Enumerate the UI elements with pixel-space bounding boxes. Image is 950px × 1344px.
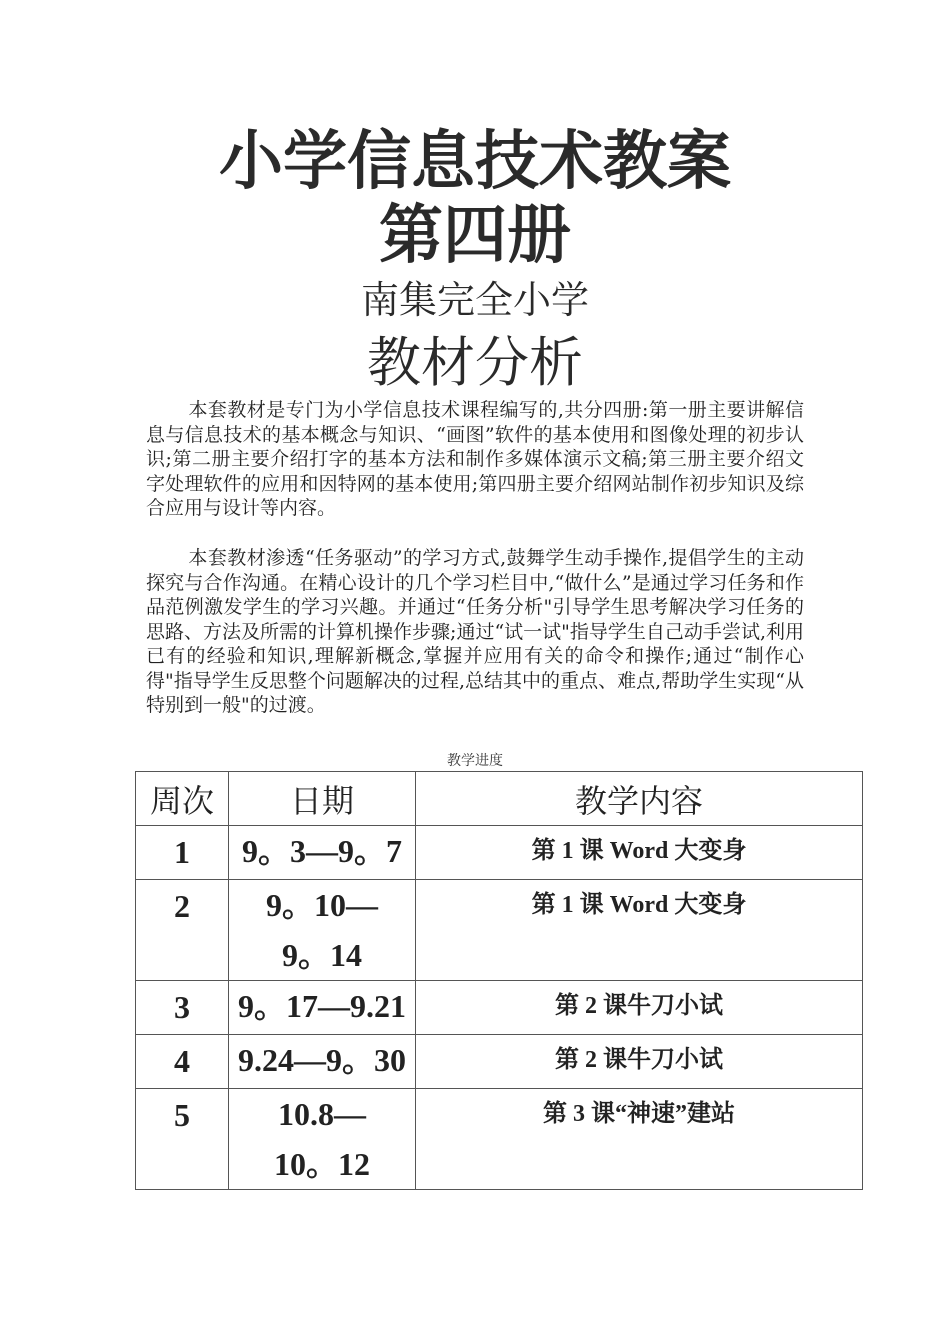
doc-volume: 第四册 [379,199,571,273]
table-row [136,981,863,1035]
content-cell: 第 2 课牛刀小试 [416,981,863,1035]
header-date: 日期 [229,772,416,826]
schedule-caption: 教学进度 [447,753,503,769]
content-cell: 第 3 课“神速”建站 [416,1089,863,1190]
week-cell: 3 [136,981,229,1035]
schedule-table [135,771,863,1190]
table-header-row [136,772,863,826]
analysis-paragraph-2-text: 本套教材渗透“任务驱动”的学习方式,鼓舞学生动手操作,提倡学生的主动探究与合作沟通。在精心设计的几个学习栏目中,“做什么”是通过学习任务和作品范例激发学生的学习兴趣。并通过“任务分析"引导学生思考解决学习任务的思路、方法及所需的计算机操作步骤;通过“试一试"指导学生自己动手尝试,利用已有的经验和知识,理解新概念,掌握并应用有关的命令和操作;通过“制作心得"指导学生反思整个问题解决的过程,总结其中的重点、难点,帮助学生实现“从特别到一般"的过渡。 [146,547,804,716]
date-cell: 9.24—9。30 [229,1035,416,1089]
analysis-paragraph-1-text: 本套教材是专门为小学信息技术课程编写的,共分四册:第一册主要讲解信息与信息技术的基本概念与知识、“画图”软件的基本使用和图像处理的初步认识;第二册主要介绍打字的基本方法和制作多媒体演示文稿;第三册主要介绍文字处理软件的应用和因特网的基本使用;第四册主要介绍网站制作初步知识及综合应用与设计等内容。 [146,399,804,519]
header-week: 周次 [136,772,229,826]
date-cell: 9。10—9。14 [229,880,416,981]
section-heading: 教材分析 [367,331,583,394]
analysis-paragraph-2 [146,546,804,718]
date-cell: 10.8—10。12 [229,1089,416,1190]
date-cell: 9。3—9。7 [229,826,416,880]
header-content: 教学内容 [416,772,863,826]
analysis-paragraph-1 [146,398,804,521]
table-row [136,880,863,981]
doc-title: 小学信息技术教案 [219,125,731,199]
week-cell: 4 [136,1035,229,1089]
table-row [136,826,863,880]
school-name: 南集完全小学 [360,278,589,322]
content-cell: 第 2 课牛刀小试 [416,1035,863,1089]
date-cell: 9。17—9.21 [229,981,416,1035]
table-row [136,1089,863,1190]
week-cell: 5 [136,1089,229,1190]
content-cell: 第 1 课 Word 大变身 [416,826,863,880]
table-row [136,1035,863,1089]
content-cell: 第 1 课 Word 大变身 [416,880,863,981]
week-cell: 1 [136,826,229,880]
week-cell: 2 [136,880,229,981]
